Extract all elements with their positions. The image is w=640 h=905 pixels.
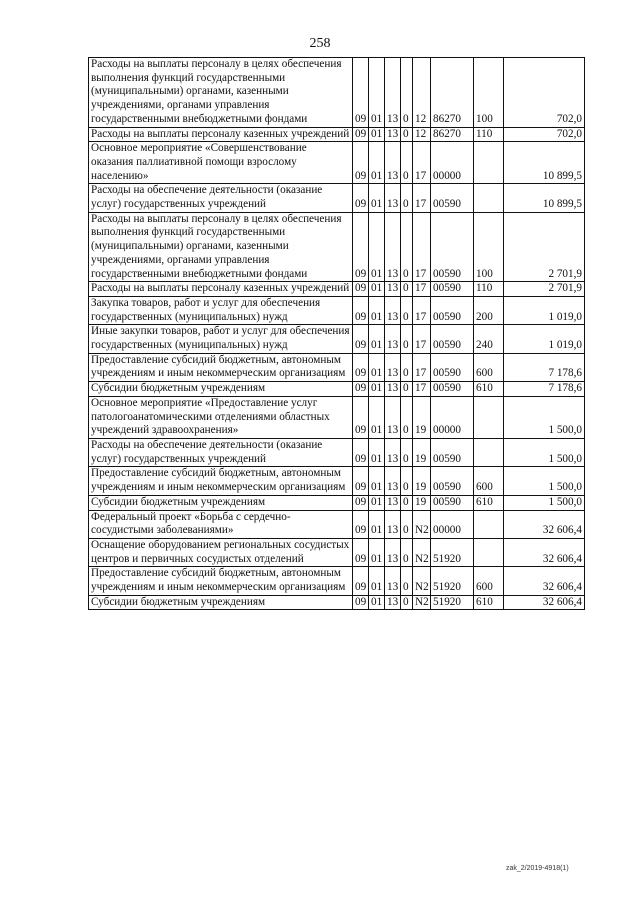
code-subsection-cell: 01 bbox=[369, 184, 385, 212]
code-subprogram-cell: 0 bbox=[401, 495, 413, 510]
code-section-cell: 09 bbox=[353, 325, 369, 353]
table-row bbox=[89, 353, 585, 381]
amount-cell: 32 606,4 bbox=[504, 595, 585, 610]
code-subsection-cell: 01 bbox=[369, 567, 385, 595]
code-subsection-cell: 01 bbox=[369, 142, 385, 184]
code-event-cell: 17 bbox=[413, 184, 431, 212]
expense-name-cell: Предоставление субсидий бюджетным, автономным учреждениям и иным некоммерческим организациям bbox=[89, 353, 353, 381]
code-subprogram-cell: 0 bbox=[401, 282, 413, 297]
code-subsection-cell: 01 bbox=[369, 58, 385, 128]
table-row bbox=[89, 382, 585, 397]
code-direction-cell: 86270 bbox=[431, 127, 474, 142]
code-section-cell: 09 bbox=[353, 142, 369, 184]
amount-cell: 7 178,6 bbox=[504, 382, 585, 397]
expense-name-cell: Иные закупки товаров, работ и услуг для обеспечения государственных (муниципальных) нужд bbox=[89, 325, 353, 353]
code-event-cell: 17 bbox=[413, 212, 431, 282]
code-event-cell: 19 bbox=[413, 467, 431, 495]
code-section-cell: 09 bbox=[353, 184, 369, 212]
code-section-cell: 09 bbox=[353, 495, 369, 510]
code-event-cell: N2 bbox=[413, 538, 431, 566]
expense-name-cell: Расходы на обеспечение деятельности (оказание услуг) государственных учреждений bbox=[89, 184, 353, 212]
code-program-cell: 13 bbox=[385, 142, 401, 184]
code-subsection-cell: 01 bbox=[369, 353, 385, 381]
table-row bbox=[89, 538, 585, 566]
expense-name-cell: Субсидии бюджетным учреждениям bbox=[89, 495, 353, 510]
code-subprogram-cell: 0 bbox=[401, 382, 413, 397]
code-direction-cell: 00590 bbox=[431, 296, 474, 324]
expense-type-cell: 110 bbox=[474, 127, 504, 142]
code-direction-cell: 86270 bbox=[431, 58, 474, 128]
code-section-cell: 09 bbox=[353, 127, 369, 142]
code-program-cell: 13 bbox=[385, 212, 401, 282]
amount-cell: 1 019,0 bbox=[504, 325, 585, 353]
code-subprogram-cell: 0 bbox=[401, 127, 413, 142]
code-subsection-cell: 01 bbox=[369, 467, 385, 495]
expense-type-cell bbox=[474, 396, 504, 438]
code-direction-cell: 00590 bbox=[431, 325, 474, 353]
table-row bbox=[89, 296, 585, 324]
code-section-cell: 09 bbox=[353, 467, 369, 495]
code-subprogram-cell: 0 bbox=[401, 353, 413, 381]
amount-cell: 10 899,5 bbox=[504, 142, 585, 184]
code-section-cell: 09 bbox=[353, 510, 369, 538]
code-program-cell: 13 bbox=[385, 396, 401, 438]
code-section-cell: 09 bbox=[353, 396, 369, 438]
code-program-cell: 13 bbox=[385, 58, 401, 128]
code-event-cell: N2 bbox=[413, 510, 431, 538]
amount-cell: 32 606,4 bbox=[504, 538, 585, 566]
code-program-cell: 13 bbox=[385, 495, 401, 510]
amount-cell: 32 606,4 bbox=[504, 567, 585, 595]
code-program-cell: 13 bbox=[385, 282, 401, 297]
code-direction-cell: 00590 bbox=[431, 353, 474, 381]
table-row bbox=[89, 595, 585, 610]
expense-name-cell: Субсидии бюджетным учреждениям bbox=[89, 382, 353, 397]
code-subprogram-cell: 0 bbox=[401, 184, 413, 212]
code-direction-cell: 00590 bbox=[431, 438, 474, 466]
table-row bbox=[89, 467, 585, 495]
code-section-cell: 09 bbox=[353, 567, 369, 595]
expense-type-cell bbox=[474, 184, 504, 212]
amount-cell: 7 178,6 bbox=[504, 353, 585, 381]
table-row bbox=[89, 510, 585, 538]
code-event-cell: 19 bbox=[413, 495, 431, 510]
code-event-cell: N2 bbox=[413, 595, 431, 610]
code-subprogram-cell: 0 bbox=[401, 510, 413, 538]
expense-name-cell: Основное мероприятие «Совершенствование оказания паллиативной помощи взрослому населению» bbox=[89, 142, 353, 184]
table-row bbox=[89, 184, 585, 212]
table-row bbox=[89, 495, 585, 510]
code-event-cell: 17 bbox=[413, 325, 431, 353]
code-program-cell: 13 bbox=[385, 184, 401, 212]
code-event-cell: 12 bbox=[413, 127, 431, 142]
code-section-cell: 09 bbox=[353, 438, 369, 466]
amount-cell: 1 019,0 bbox=[504, 296, 585, 324]
expense-type-cell: 200 bbox=[474, 296, 504, 324]
amount-cell: 1 500,0 bbox=[504, 467, 585, 495]
code-section-cell: 09 bbox=[353, 282, 369, 297]
code-direction-cell: 00000 bbox=[431, 396, 474, 438]
code-subprogram-cell: 0 bbox=[401, 396, 413, 438]
expense-type-cell: 600 bbox=[474, 467, 504, 495]
amount-cell: 2 701,9 bbox=[504, 282, 585, 297]
expense-type-cell bbox=[474, 538, 504, 566]
code-event-cell: 12 bbox=[413, 58, 431, 128]
code-direction-cell: 00590 bbox=[431, 282, 474, 297]
expense-type-cell bbox=[474, 510, 504, 538]
code-section-cell: 09 bbox=[353, 382, 369, 397]
expense-type-cell: 600 bbox=[474, 353, 504, 381]
code-event-cell: 17 bbox=[413, 282, 431, 297]
code-subsection-cell: 01 bbox=[369, 438, 385, 466]
code-subsection-cell: 01 bbox=[369, 325, 385, 353]
code-subprogram-cell: 0 bbox=[401, 58, 413, 128]
budget-table bbox=[88, 57, 585, 610]
code-event-cell: 17 bbox=[413, 142, 431, 184]
code-subsection-cell: 01 bbox=[369, 510, 385, 538]
expense-name-cell: Предоставление субсидий бюджетным, автономным учреждениям и иным некоммерческим организациям bbox=[89, 467, 353, 495]
code-program-cell: 13 bbox=[385, 382, 401, 397]
code-subprogram-cell: 0 bbox=[401, 595, 413, 610]
expense-name-cell: Оснащение оборудованием региональных сосудистых центров и первичных сосудистых отделений bbox=[89, 538, 353, 566]
code-subprogram-cell: 0 bbox=[401, 567, 413, 595]
code-program-cell: 13 bbox=[385, 353, 401, 381]
code-direction-cell: 00590 bbox=[431, 184, 474, 212]
code-program-cell: 13 bbox=[385, 438, 401, 466]
code-program-cell: 13 bbox=[385, 538, 401, 566]
amount-cell: 2 701,9 bbox=[504, 212, 585, 282]
expense-name-cell: Субсидии бюджетным учреждениям bbox=[89, 595, 353, 610]
code-subsection-cell: 01 bbox=[369, 538, 385, 566]
expense-type-cell: 610 bbox=[474, 595, 504, 610]
expense-name-cell: Расходы на выплаты персоналу казенных учреждений bbox=[89, 282, 353, 297]
code-subprogram-cell: 0 bbox=[401, 212, 413, 282]
expense-type-cell bbox=[474, 438, 504, 466]
code-direction-cell: 51920 bbox=[431, 567, 474, 595]
expense-type-cell: 610 bbox=[474, 495, 504, 510]
code-program-cell: 13 bbox=[385, 595, 401, 610]
code-section-cell: 09 bbox=[353, 595, 369, 610]
table-row bbox=[89, 127, 585, 142]
code-subsection-cell: 01 bbox=[369, 282, 385, 297]
expense-type-cell: 100 bbox=[474, 212, 504, 282]
code-subsection-cell: 01 bbox=[369, 382, 385, 397]
code-subsection-cell: 01 bbox=[369, 495, 385, 510]
code-direction-cell: 00000 bbox=[431, 510, 474, 538]
amount-cell: 1 500,0 bbox=[504, 495, 585, 510]
expense-name-cell: Расходы на обеспечение деятельности (оказание услуг) государственных учреждений bbox=[89, 438, 353, 466]
code-subsection-cell: 01 bbox=[369, 296, 385, 324]
expense-name-cell: Федеральный проект «Борьба с сердечно-сосудистыми заболеваниями» bbox=[89, 510, 353, 538]
table-row bbox=[89, 212, 585, 282]
code-program-cell: 13 bbox=[385, 467, 401, 495]
code-direction-cell: 00590 bbox=[431, 212, 474, 282]
code-program-cell: 13 bbox=[385, 296, 401, 324]
expense-type-cell: 600 bbox=[474, 567, 504, 595]
table-row bbox=[89, 396, 585, 438]
code-section-cell: 09 bbox=[353, 538, 369, 566]
document-code: zak_2/2019-4918(1) bbox=[506, 865, 569, 872]
table-row bbox=[89, 142, 585, 184]
table-row bbox=[89, 282, 585, 297]
code-subsection-cell: 01 bbox=[369, 212, 385, 282]
amount-cell: 32 606,4 bbox=[504, 510, 585, 538]
expense-name-cell: Основное мероприятие «Предоставление услуг патологоанатомическими отделениями областных учреждений здравоохранения» bbox=[89, 396, 353, 438]
code-section-cell: 09 bbox=[353, 212, 369, 282]
code-program-cell: 13 bbox=[385, 567, 401, 595]
code-subprogram-cell: 0 bbox=[401, 142, 413, 184]
code-direction-cell: 00000 bbox=[431, 142, 474, 184]
expense-name-cell: Расходы на выплаты персоналу в целях обеспечения выполнения функций государственными (муниципальными) органами, казенными учреждениями, органами управления государственными внебюджетными фондами bbox=[89, 58, 353, 128]
code-subsection-cell: 01 bbox=[369, 127, 385, 142]
code-subsection-cell: 01 bbox=[369, 595, 385, 610]
amount-cell: 10 899,5 bbox=[504, 184, 585, 212]
code-subprogram-cell: 0 bbox=[401, 538, 413, 566]
code-event-cell: 19 bbox=[413, 438, 431, 466]
expense-name-cell: Закупка товаров, работ и услуг для обеспечения государственных (муниципальных) нужд bbox=[89, 296, 353, 324]
code-subprogram-cell: 0 bbox=[401, 467, 413, 495]
code-direction-cell: 51920 bbox=[431, 595, 474, 610]
code-event-cell: 19 bbox=[413, 396, 431, 438]
expense-type-cell: 610 bbox=[474, 382, 504, 397]
amount-cell: 702,0 bbox=[504, 58, 585, 128]
amount-cell: 702,0 bbox=[504, 127, 585, 142]
table-row bbox=[89, 567, 585, 595]
code-subprogram-cell: 0 bbox=[401, 296, 413, 324]
code-event-cell: 17 bbox=[413, 382, 431, 397]
code-subsection-cell: 01 bbox=[369, 396, 385, 438]
code-program-cell: 13 bbox=[385, 325, 401, 353]
expense-type-cell bbox=[474, 142, 504, 184]
code-direction-cell: 00590 bbox=[431, 382, 474, 397]
page-number: 258 bbox=[309, 36, 331, 51]
code-program-cell: 13 bbox=[385, 127, 401, 142]
expense-type-cell: 240 bbox=[474, 325, 504, 353]
code-subprogram-cell: 0 bbox=[401, 438, 413, 466]
code-direction-cell: 51920 bbox=[431, 538, 474, 566]
expense-name-cell: Расходы на выплаты персоналу в целях обеспечения выполнения функций государственными (муниципальными) органами, казенными учреждениями, органами управления государственными внебюджетными фондами bbox=[89, 212, 353, 282]
code-program-cell: 13 bbox=[385, 510, 401, 538]
table-row bbox=[89, 438, 585, 466]
amount-cell: 1 500,0 bbox=[504, 396, 585, 438]
code-event-cell: 17 bbox=[413, 353, 431, 381]
expense-name-cell: Предоставление субсидий бюджетным, автономным учреждениям и иным некоммерческим организациям bbox=[89, 567, 353, 595]
code-event-cell: N2 bbox=[413, 567, 431, 595]
table-row bbox=[89, 58, 585, 128]
code-direction-cell: 00590 bbox=[431, 467, 474, 495]
code-direction-cell: 00590 bbox=[431, 495, 474, 510]
table-row bbox=[89, 325, 585, 353]
expense-name-cell: Расходы на выплаты персоналу казенных учреждений bbox=[89, 127, 353, 142]
code-section-cell: 09 bbox=[353, 58, 369, 128]
code-section-cell: 09 bbox=[353, 296, 369, 324]
code-subprogram-cell: 0 bbox=[401, 325, 413, 353]
code-event-cell: 17 bbox=[413, 296, 431, 324]
code-section-cell: 09 bbox=[353, 353, 369, 381]
expense-type-cell: 110 bbox=[474, 282, 504, 297]
amount-cell: 1 500,0 bbox=[504, 438, 585, 466]
expense-type-cell: 100 bbox=[474, 58, 504, 128]
